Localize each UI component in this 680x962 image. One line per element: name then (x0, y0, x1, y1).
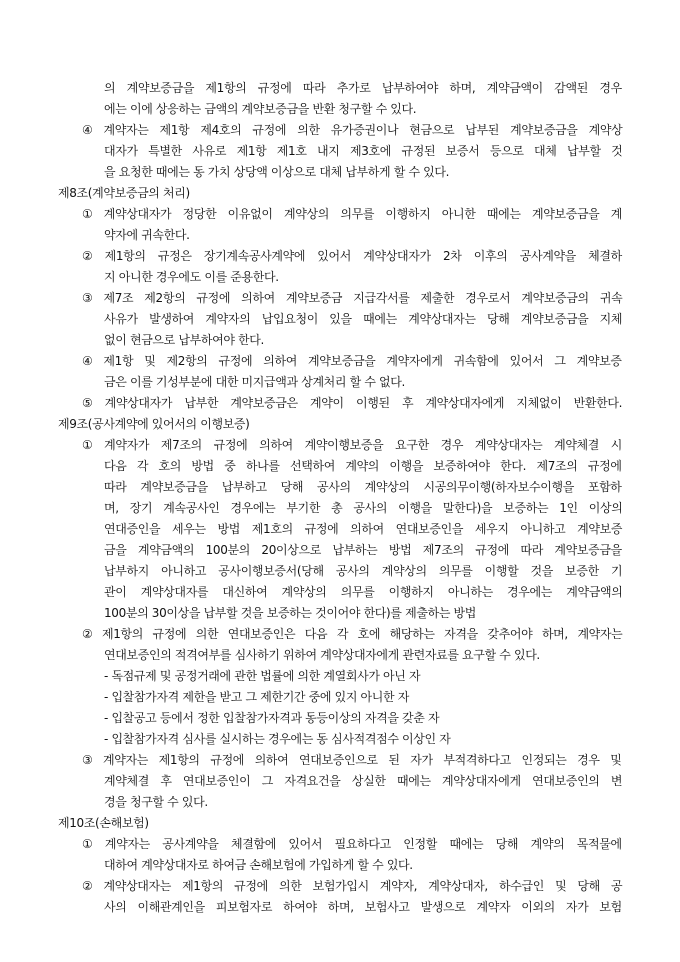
text-line: 다음 각 호의 방법 중 하나를 선택하여 계약의 이행을 보증하여야 한다. 제7조의 규정에 (104, 459, 622, 473)
text-line: ② 제1항의 규정에 의한 연대보증인은 다음 각 호에 해당하는 자격을 갖추어야 하며, 계약자는 (82, 627, 623, 641)
text-line: 의 계약보증금을 제1항의 규정에 따라 추가로 납부하여야 하며, 계약금액이 감액된 경우 (104, 81, 622, 95)
text-line: 연대보증인의 적격여부를 심사하기 위하여 계약상대자에게 관련자료를 요구할 수 있다. (104, 648, 540, 662)
text-line: 납부하지 아니하고 공사이행보증서(당해 공사의 계약상의 의무를 이행할 것을 보증한 기 (104, 564, 623, 578)
text-line: 연대증인을 세우는 방법 제1호의 규정에 의하여 연대보증인을 세우지 아니하고 계약보증 (104, 522, 623, 536)
text-line: ⑤ 계약상대자가 납부한 계약보증금은 계약이 이행된 후 계약상대자에게 지체없이 반환한다. (82, 396, 623, 410)
text-line: 지 아니한 경우에도 이를 준용한다. (104, 270, 279, 284)
text-line: ① 계약자는 공사계약을 체결함에 있어서 필요하다고 인정할 때에는 당해 계약의 목적물에 (82, 837, 622, 851)
text-line: 대하여 계약상대자로 하여금 손해보험에 가입하게 할 수 있다. (104, 858, 413, 872)
text-line: 며, 장기 계속공사인 경우에는 부기한 총 공사의 이행을 말한다)을 보증하는 1인 이상의 (104, 501, 623, 515)
text-line: ④ 계약자는 제1항 제4호의 규정에 의한 유가증권이나 현금으로 납부된 계약보증금을 계약상 (82, 123, 623, 137)
text-line: 따라 계약보증금을 납부하고 당해 공사의 계약상의 시공의무이행(하자보수이행을 포함하 (104, 480, 622, 494)
text-line: ① 계약상대자가 정당한 이유없이 계약상의 의무를 이행하지 아니한 때에는 계약보증금을 계 (82, 207, 623, 221)
article-heading: 제9조(공사계약에 있어서의 이행보증) (58, 417, 250, 431)
text-line: 금을 계약금액의 100분의 20이상으로 납부하는 방법 제7조의 규정에 따라 계약보증금을 (104, 543, 622, 557)
text-line: 계약체결 후 연대보증인이 그 자격요건을 상실한 때에는 계약상대자에게 연대보증인의 변 (104, 774, 623, 788)
text-line: ③ 제7조 제2항의 규정에 의하여 계약보증금 지급각서를 제출한 경우로서 계약보증금의 귀속 (82, 291, 623, 305)
text-line: ② 제1항의 규정은 장기계속공사계약에 있어서 계약상대자가 2차 이후의 공사계약을 체결하 (82, 249, 622, 263)
text-line: 금은 이를 기성부분에 대한 미지급액과 상계처리 할 수 없다. (104, 375, 405, 389)
text-line: ④ 제1항 및 제2항의 규정에 의하여 계약보증금을 계약자에게 귀속함에 있어서 그 계약보증 (82, 354, 622, 368)
article-heading: 제10조(손해보험) (58, 816, 149, 830)
list-item: - 독점규제 및 공정거래에 관한 법률에 의한 계열회사가 아닌 자 (104, 669, 421, 683)
text-line: 을 요청한 때에는 동 가치 상당액 이상으로 대체 납부하게 할 수 있다. (104, 165, 450, 179)
list-item: - 입찰참가자격 심사를 실시하는 경우에는 동 심사적격점수 이상인 자 (104, 732, 451, 746)
text-line: 대자가 특별한 사유로 제1항 제1호 내지 제3호에 규정된 보증서 등으로 대체 납부할 것 (104, 144, 623, 158)
text-line: 약자에 귀속한다. (104, 228, 190, 242)
text-line: 에는 이에 상응하는 금액의 계약보증금을 반환 청구할 수 있다. (104, 102, 417, 116)
article-heading: 제8조(계약보증금의 처리) (58, 186, 190, 200)
text-line: ③ 계약자는 제1항의 규정에 의하여 연대보증인으로 된 자가 부적격하다고 인정되는 경우 및 (82, 753, 622, 767)
text-line: 사의 이해관계인을 피보험자로 하여야 하며, 보험사고 발생으로 계약자 이외의 자가 보험 (104, 900, 622, 914)
text-line: ① 계약자가 제7조의 규정에 의하여 계약이행보증을 요구한 경우 계약상대자는 계약체결 시 (82, 438, 623, 452)
text-line: 사유가 발생하여 계약자의 납입요청이 있을 때에는 계약상대자는 당해 계약보증금을 지체 (104, 312, 623, 326)
text-line: 없이 현금으로 납부하여야 한다. (104, 333, 265, 347)
text-line: 100분의 30이상을 납부할 것을 보증하는 것이어야 한다)를 제출하는 방법 (104, 606, 477, 620)
list-item: - 입찰참가자격 제한을 받고 그 제한기간 중에 있지 아니한 자 (104, 690, 409, 704)
text-line: 경을 청구할 수 있다. (104, 795, 208, 809)
list-item: - 입찰공고 등에서 정한 입찰참가자격과 동등이상의 자격을 갖춘 자 (104, 711, 440, 725)
text-line: 관이 계약상대자를 대신하여 계약상의 의무를 이행하지 아니하는 경우에는 계약금액의 (104, 585, 623, 599)
text-line: ② 계약상대자는 제1항의 규정에 의한 보험가입시 계약자, 계약상대자, 하수급인 및 당해 공 (82, 879, 623, 893)
